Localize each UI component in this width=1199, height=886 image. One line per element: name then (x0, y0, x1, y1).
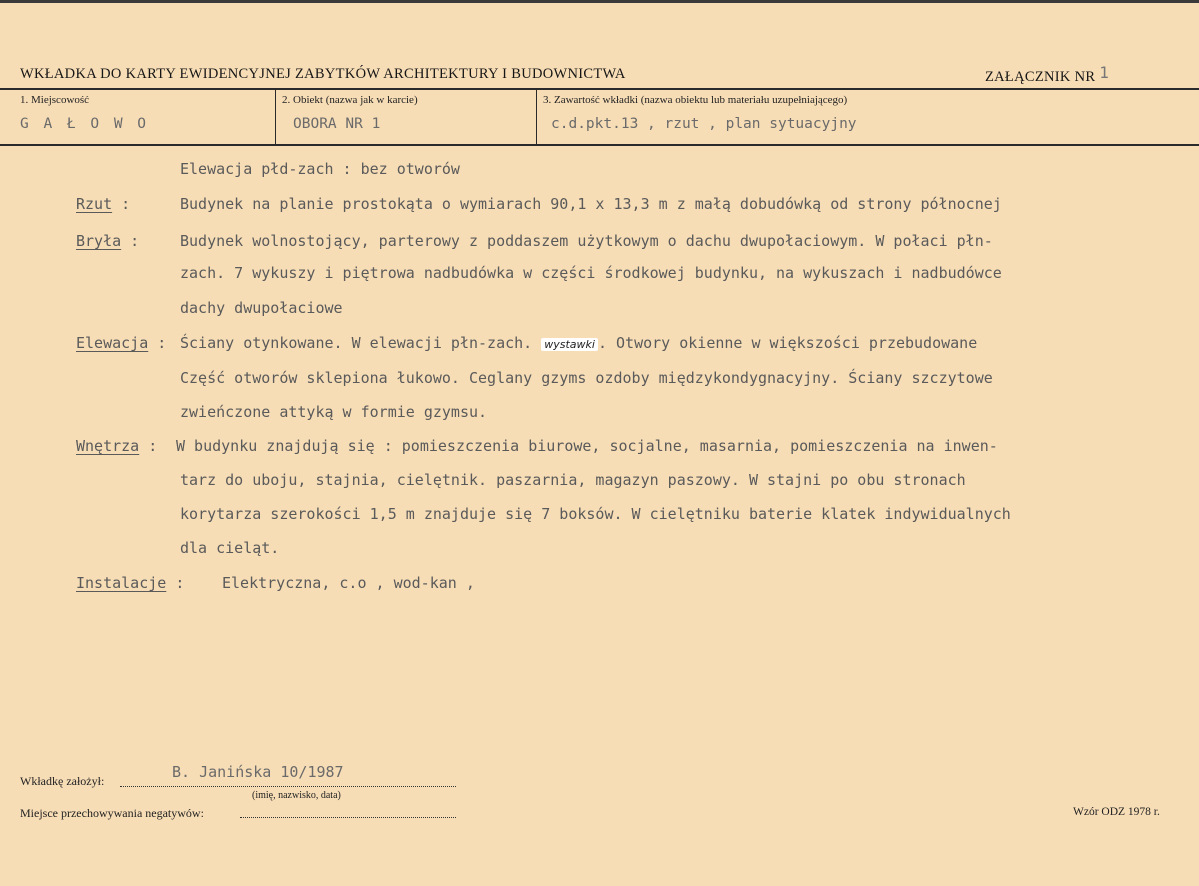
attachment-number: 1 (1099, 63, 1110, 82)
rzut-label: Rzut (76, 195, 113, 213)
negatives-dotted-line (240, 817, 456, 818)
section-bryla (76, 232, 139, 250)
attachment-label-text: ZAŁĄCZNIK NR (985, 69, 1096, 85)
wnetrza-line-4: dla cieląt. (180, 539, 280, 557)
section-rzut (76, 195, 130, 213)
wnetrza-line-2: tarz do uboju, stajnia, cielętnik. paszarnia, magazyn paszowy. W stajni po obu stronach (180, 471, 966, 489)
object-label: 2. Obiekt (nazwa jak w karcie) (282, 94, 418, 106)
form-code: Wzór ODZ 1978 r. (1073, 806, 1160, 818)
wnetrza-line-1: W budynku znajdują się : pomieszczenia biurowe, socjalne, masarnia, pomieszczenia na inwen- (176, 437, 998, 455)
content-label: 3. Zawartość wkładki (nazwa obiektu lub materiału uzupełniającego) (543, 94, 848, 106)
elewacja-line-1 (180, 334, 977, 352)
locality-label: 1. Miejscowość (20, 94, 90, 106)
section-elewacja (76, 334, 166, 352)
wnetrza-label: Wnętrza (76, 437, 140, 455)
field-divider-2 (536, 90, 537, 144)
elewacja-sep: : (148, 334, 167, 352)
section-instalacje (76, 574, 184, 592)
elewacja-line-1-end: . Otwory okienne w większości przebudowane (597, 334, 978, 352)
rzut-text: Budynek na planie prostokąta o wymiarach 90,1 x 13,3 m z małą dobudówką od strony północnej (180, 195, 1002, 213)
bryla-line-2: zach. 7 wykuszy i piętrowa nadbudówka w części środkowej budynku, na wykuszach i nadbudówce (180, 264, 1002, 282)
created-by-label: Wkładkę założył: (20, 774, 105, 788)
card-title: WKŁADKA DO KARTY EWIDENCYJNEJ ZABYTKÓW ARCHITEKTURY I BUDOWNICTWA (20, 66, 626, 82)
elewacja-line-2: Część otworów sklepiona łukowo. Ceglany gzyms ozdoby międzykondygnacyjny. Ściany szczytowe (180, 369, 993, 387)
elewacja-line-3: zwieńczone attyką w formie gzymsu. (180, 403, 488, 421)
instalacje-text: Elektryczna, c.o , wod-kan , (222, 574, 475, 592)
content-value: c.d.pkt.13 , rzut , plan sytuacyjny (551, 116, 857, 132)
intro-line: Elewacja płd-zach : bez otworów (180, 160, 460, 178)
bryla-sep: : (121, 232, 140, 250)
negatives-label: Miejsce przechowywania negatywów: (20, 806, 204, 820)
created-by-dotted-line (120, 786, 456, 787)
correction-patch: wystawki (541, 338, 598, 351)
bryla-line-3: dachy dwupołaciowe (180, 299, 343, 317)
elewacja-line-1-start: Ściany otynkowane. W elewacji płn-zach. (180, 334, 533, 352)
locality-value: G A Ł O W O (20, 116, 150, 132)
fields-divider (0, 144, 1199, 146)
bryla-line-1: Budynek wolnostojący, parterowy z poddaszem użytkowym o dachu dwupołaciowym. W połaci płn- (180, 232, 993, 250)
bryla-label: Bryła (76, 232, 122, 250)
created-by-value: B. Janińska 10/1987 (172, 763, 344, 781)
wnetrza-sep: : (139, 437, 158, 455)
rzut-sep: : (112, 195, 131, 213)
instalacje-label: Instalacje (76, 574, 167, 592)
object-value: OBORA NR 1 (293, 116, 381, 132)
field-divider-1 (275, 90, 276, 144)
header-divider (0, 88, 1199, 90)
wnetrza-line-3: korytarza szerokości 1,5 m znajduje się 7 boksów. W cielętniku baterie klatek indywidualnych (180, 505, 1011, 523)
instalacje-sep: : (166, 574, 185, 592)
created-by-hint: (imię, nazwisko, data) (252, 790, 341, 801)
elewacja-label: Elewacja (76, 334, 149, 352)
section-wnetrza (76, 437, 157, 455)
attachment-label (985, 63, 1110, 86)
